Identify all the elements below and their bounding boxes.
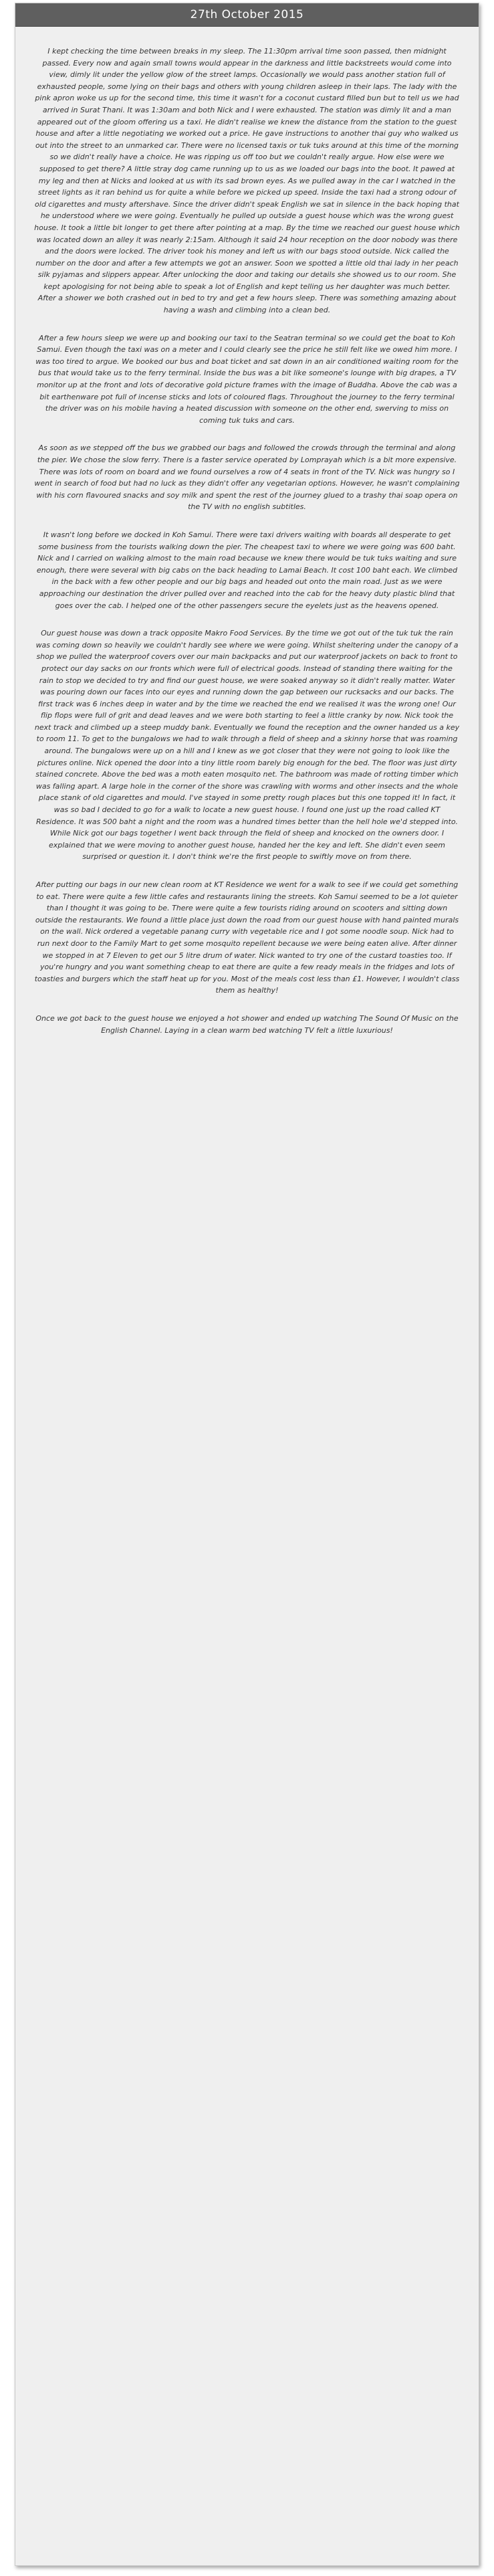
paragraph-1: I kept checking the time between breaks in my sleep. The 11:30pm arrival time soon passed, then midnight passed. Every now and again small towns would appear in the darkness and little backstreets would come into view, dimly lit under the yellow glow of the street lamps. Occasionally we would pass another station full of exhausted people, some lying on their bags and others with young children asleep in their laps. The lady with the pink apron woke us up for the second time, this time it wasn't for a coconut custard filled bun but to tell us we had arrived in Surat Thani. It was 1:30am and both Nick and I were exhausted. The station was dimly lit and a man appeared out of the gloom offering us a taxi. He didn't realise we knew the distance from the station to the guest house and after a little negotiating we worked out a price. He gave instructions to another thai guy who walked us out into the street to an unmarked car. There were no licensed taxis or tuk tuks around at this time of the morning so we didn't really have a choice. He was ripping us off too but we couldn't really argue. How else were we supposed to get there? A little stray dog came running up to us as we loaded our bags into the boot. It pawed at my leg and then at Nicks and looked at us with its sad brown eyes. As we pulled away in the car I watched in the street lights as it ran behind us for quite a while before we picked up speed. Inside the taxi had a strong odour of old cigarettes and musty aftershave. Since the driver didn't speak English we sat in silence in the back hoping that he understood where we were going. Eventually he pulled up outside a guest house which was the wrong guest house. It took a little bit longer to get there after pointing at a map. By the time we reached our guest house which was located down an alley it was nearly 2:15am. Although it said 24 hour reception on the door nobody was there and the doors were locked. The driver took his money and left us with our bags stood outside. Nick called the number on the door and after a few attempts we got an answer. Soon we spotted a little old thai lady in her peach silk pyjamas and slippers appear. After unlocking the door and taking our details she showed us to our room. She kept apologising for not being able to speak a lot of English and kept telling us her daughter was much better. After a shower we both crashed out in bed to try and get a few hours sleep. There was something amazing about having a wash and climbing into a clean bed. bbox=[34, 47, 460, 315]
paragraph-6: After putting our bags in our new clean room at KT Residence we went for a walk to see if we could get something to eat. There were quite a few little cafes and restaurants lining the streets. Koh Samui seemed to be a lot quieter than I thought it was going to be. There were quite a few tourists riding around on scooters and sitting down outside the restaurants. We found a little place just down the road from our guest house with hand painted murals on the wall. Nick ordered a vegetable panang curry with vegetable rice and I got some noodle soup. Nick had to run next door to the Family Mart to get some mosquito repellent because we were being eaten alive. After dinner we stopped in at 7 Eleven to get our 5 litre drum of water. Nick wanted to try one of the custard toasties too. If you're hungry and you want something cheap to eat there are quite a few ready meals in the fridges and lots of toasties and burgers which the staff heat up for you. Most of the meals cost less than £1. However, I wouldn't class them as healthy! bbox=[34, 880, 460, 995]
post-body bbox=[15, 27, 479, 1036]
paragraph-5: Our guest house was down a track opposite Makro Food Services. By the time we got out of the tuk tuk the rain was coming down so heavily we couldn't hardly see where we were going. Whilst sheltering under the canopy of a shop we pulled the waterproof covers over our main backpacks and put our waterproof jackets on back to front to protect our day sacks on our fronts which were full of electrical goods. Instead of standing there waiting for the rain to stop we decided to try and find our guest house, we were soaked anyway so it didn't really matter. Water was pouring down our faces into our eyes and running down the gap between our rucksacks and our backs. The first track was 6 inches deep in water and by the time we reached the end we realised it was the wrong one! Our flip flops were full of grit and dead leaves and we were both starting to feel a little cranky by now. Nick took the next track and climbed up a steep muddy bank. Eventually we found the reception and the owner handed us a key to room 11. To get to the bungalows we had to walk through a field of sheep and a skinny horse that was roaming around. The bungalows were up on a hill and I knew as we got closer that they were not going to look like the pictures online. Nick opened the door into a tiny little room barely big enough for the bed. The floor was just dirty stained concrete. Above the bed was a moth eaten mosquito net. The bathroom was made of rotting timber which was falling apart. A large hole in the corner of the shore was crawling with worms and other insects and the whole place stank of old cigarettes and mould. I've stayed in some pretty rough places but this one topped it! In fact, it was so bad I decided to go for a walk to locate a new guest house. I found one just up the road called KT Residence. It was 500 baht a night and the room was a hundred times better than the hell hole we'd stepped into. While Nick got our bags together I went back through the field of sheep and knocked on the owners door. I explained that we were moving to another guest house, handed her the key and left. She didn't even seem surprised or question it. I don't think we're the first people to swiftly move on from there. bbox=[34, 629, 460, 862]
paragraph-7: Once we got back to the guest house we enjoyed a hot shower and ended up watching The Sound Of Music on the English Channel. Laying in a clean warm bed watching TV felt a little luxurious! bbox=[35, 1013, 459, 1035]
paragraph-2: After a few hours sleep we were up and booking our taxi to the Seatran terminal so we could get the boat to Koh Samui. Even though the taxi was on a meter and I could clearly see the price he still felt like we owed him more. I was too tired to argue. We booked our bus and boat ticket and sat down in an air conditioned waiting room for the bus that would take us to the ferry terminal. Inside the bus was a bit like someone's lounge with big drapes, a TV monitor up at the front and lots of decorative gold picture frames with the image of Buddha. Above the cab was a bit earthenware pot full of incense sticks and lots of coloured flags. Throughout the journey to the ferry terminal the driver was on his mobile having a heated discussion with someone on the other end, swerving to miss on coming tuk tuks and cars. bbox=[35, 333, 459, 425]
paragraph-3: As soon as we stepped off the bus we grabbed our bags and followed the crowds through the terminal and along the pier. We chose the slow ferry. There is a faster service operated by Lomprayah which is a bit more expensive. There was lots of room on board and we found ourselves a row of 4 seats in front of the TV. Nick was hungry so I went in search of food but had no luck as they didn't offer any vegetarian options. However, he wasn't complaining with his corn flavoured snacks and soy milk and spent the rest of the journey glued to a trashy thai soap opera on the TV with no english subtitles. bbox=[34, 443, 460, 512]
post-date-header: 27th October 2015 bbox=[15, 3, 479, 27]
blog-post-card bbox=[15, 3, 479, 2566]
paragraph-4: It wasn't long before we docked in Koh Samui. There were taxi drivers waiting with boards all desperate to get some business from the tourists walking down the pier. The cheapest taxi to where we were going was 600 baht. Nick and I carried on walking almost to the main road because we knew there would be tuk tuks waiting and sure enough, there were several with big cabs on the back heading to Lamai Beach. It cost 100 baht each. We climbed in the back with a few other people and our big bags and headed out onto the main road. Just as we were approaching our destination the driver pulled over and reached into the cab for the heavy duty plastic blind that goes over the cab. I helped one of the other passengers secure the eyelets just as the heavens opened. bbox=[36, 530, 458, 610]
